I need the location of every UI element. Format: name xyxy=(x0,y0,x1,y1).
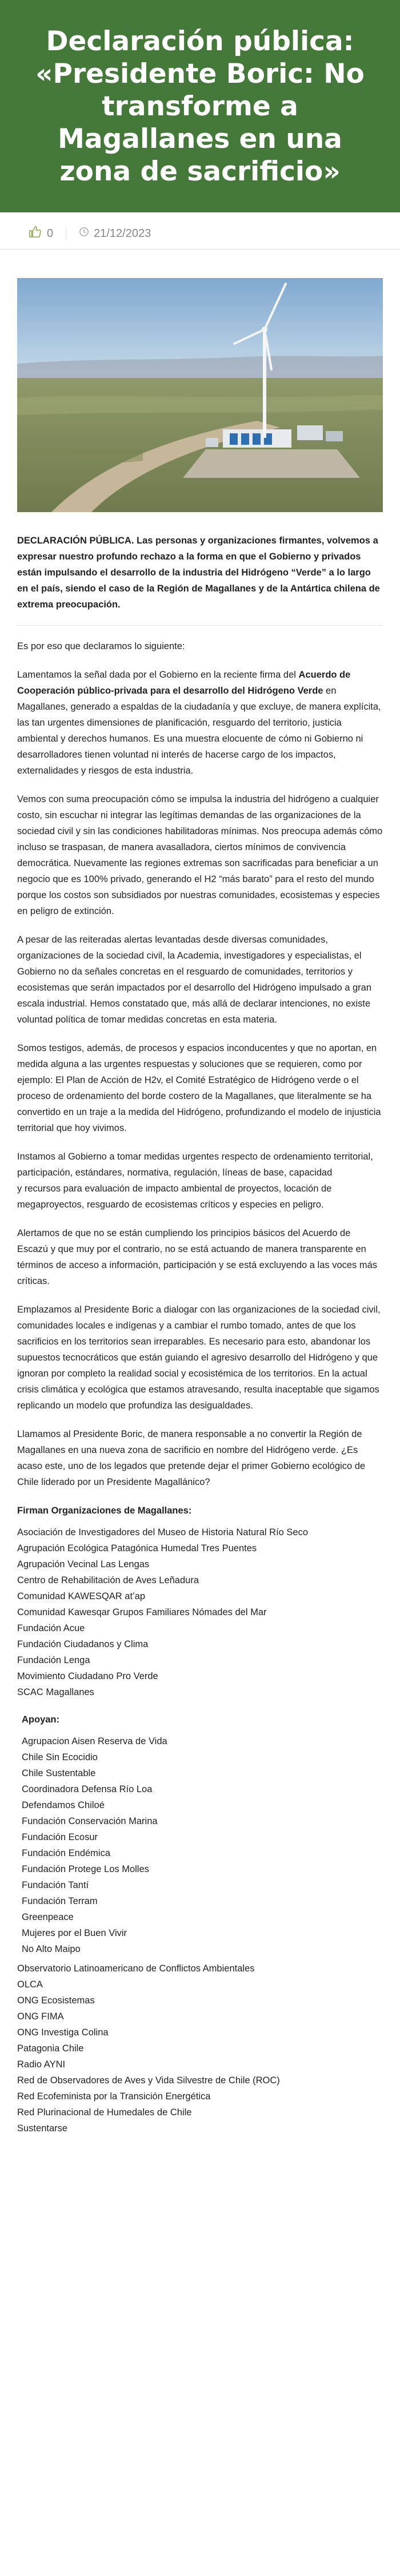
paragraph-2: Vemos con suma preocupación cómo se impulsa la industria del hidrógeno a cualquier costo, sin escuchar ni integrar las legítimas demandas de las organizaciones de la sociedad civil y sin las condiciones habilitadoras mínimas. Nos preocupa además cómo incluso se traspasan, de manera avasalladora, ciertos mínimos de convivencia democrática. Nuevamente las regiones extremas son sacrificadas para beneficiar a un negocio que es 100% privado, generando el H2 “más barato” para el resto del mundo porque los costos son subsidiados por nuestras comunidades, ecosistemas y especies en peligro de extinción. xyxy=(17,794,383,916)
list-item: Sustentarse xyxy=(17,2123,68,2134)
likes-count: 0 xyxy=(47,227,54,240)
list-item: Movimiento Ciudadano Pro Verde xyxy=(17,1671,158,1681)
paragraph-1-end: en Magallanes, generado a espaldas de la ciudadanía y que excluye, de manera explícita, las tan urgentes dimensiones de planificación, resguardo del territorio, justicia ambiental y derechos humanos. Es una muestra elocuente de cómo ni Gobierno ni desarrolladores tienen voluntad ni interés de hacerse cargo de los impactos, externalidades y riesgos de esta industria. xyxy=(17,686,381,776)
date-text: 21/12/2023 xyxy=(94,227,151,240)
clock-icon xyxy=(79,227,89,240)
list-item: Comunidad KAWESQAR at’ap xyxy=(17,1591,146,1601)
list-item: OLCA xyxy=(17,1979,43,1990)
list-item: Fundación Ciudadanos y Clima xyxy=(17,1639,149,1649)
list-item: Fundación Protege Los Molles xyxy=(22,1864,149,1874)
paragraph-5 xyxy=(17,1149,383,1213)
post-meta xyxy=(0,218,400,249)
article-lead: DECLARACIÓN PÚBLICA. Las personas y organizaciones firmantes, volvemos a expresar nuestro profundo rechazo a la forma en que el Gobierno y privados están impulsando el desarrollo de la industria del Hidrógeno “Verde” a lo largo en el país, siendo el caso de la Región de Magallanes y de la Antártica chilena de extrema preocupación. xyxy=(17,536,380,610)
list-item: ONG Ecosistemas xyxy=(17,1995,95,2006)
list-item: Fundación Acue xyxy=(17,1623,85,1633)
list-item: Fundación Conservación Marina xyxy=(22,1816,158,1826)
list-item: Coordinadora Defensa Río Loa xyxy=(22,1784,153,1794)
paragraph-8: Llamamos al Presidente Boric, de manera responsable a no convertir la Región de Magallanes en una nueva zona de sacrificio en nombre del Hidrógeno verde. ¿Es acaso este, uno de los legados que pretende dejar el primer Gobierno ecológico de Chile liderado por un Presidente Magallánico? xyxy=(17,1429,366,1487)
other-organizations-list xyxy=(17,1961,383,2136)
lead-divider xyxy=(17,625,383,626)
paragraph-7: Emplazamos al Presidente Boric a dialogar con las organizaciones de la sociedad civil, comunidades locales e indígenas y a cambiar el rumbo tomado, antes de que los sacrificios en los territorios sean irreparables. Es necesario para esto, abandonar los supuestos tecnocráticos que están guiando el agresivo desarrollo del Hidrógeno y que ignoran por completo la realidad social y ecosistémica de los territorios. En la actual crisis climática y ecológica que estamos atravesando, resulta inaceptable que sigamos replicando un modelo que profundiza las desigualdades. xyxy=(17,1305,381,1411)
paragraph-1 xyxy=(17,667,383,779)
like-button[interactable] xyxy=(29,226,53,242)
signatories-title: Firman Organizaciones de Magallanes: xyxy=(17,1506,192,1516)
list-item: SCAC Magallanes xyxy=(17,1687,94,1697)
paragraph-6: Alertamos de que no se están cumpliendo los principios básicos del Acuerdo de Escazú y que muy por el contrario, no se está actuando de manera transparente en términos de acceso a información, participación y se está excluyendo a las voces más críticas. xyxy=(17,1228,378,1286)
paragraph-5-start: Instamos al Gobierno a tomar medidas urgentes respecto de ordenamiento territorial, participación, estándares, normativa, regulación, líneas de base, capacidad xyxy=(17,1152,373,1178)
paragraph-1-start: Lamentamos la señal dada por el Gobierno en la reciente firma del xyxy=(17,670,299,680)
featured-image xyxy=(17,278,383,512)
list-item: Observatorio Latinoamericano de Conflictos Ambientales xyxy=(17,1963,255,1974)
list-item: ONG FIMA xyxy=(17,2011,64,2022)
paragraph-4: Somos testigos, además, de procesos y espacios inconducentes y que no aportan, en medida alguna a las urgentes respuestas y soluciones que se requieren, como por ejemplo: El Plan de Acción de H2v, el Comité Estratégico de Hidrógeno verde o el proceso de ordenamiento del borde costero de la Magallanes, que literalmente se ha convertido en un traje a la medida del Hidrógeno, profundizando el modelo de injusticia territorial que hoy vivimos. xyxy=(17,1043,381,1133)
list-item: Red de Observadores de Aves y Vida Silvestre de Chile (ROC) xyxy=(17,2075,280,2086)
list-item: Comunidad Kawesqar Grupos Familiares Nómades del Mar xyxy=(17,1607,267,1617)
list-item: Agrupación Ecológica Patagónica Humedal Tres Puentes xyxy=(17,1543,257,1553)
list-item: Agrupacion Aisen Reserva de Vida xyxy=(22,1736,167,1746)
list-item: Fundación Tantí xyxy=(22,1880,89,1890)
magallanes-signatories-list xyxy=(17,1524,383,1700)
list-item: Centro de Rehabilitación de Aves Leñadura xyxy=(17,1575,199,1585)
agreement-name: Acuerdo de Cooperación público-privada para el desarrollo del Hidrógeno Verde xyxy=(17,670,351,696)
list-item: Greenpeace xyxy=(22,1912,74,1922)
thumbs-up-icon xyxy=(29,226,41,242)
list-item: No Alto Maipo xyxy=(22,1944,81,1954)
support-list xyxy=(17,1733,383,1957)
list-item: Fundación Endémica xyxy=(22,1848,111,1858)
page-title: Declaración pública: «Presidente Boric: No transforme a Magallanes en una zona de sacrificio» xyxy=(35,25,365,187)
list-item: Defendamos Chiloé xyxy=(22,1800,105,1810)
list-item: Chile Sin Ecocidio xyxy=(22,1752,98,1762)
support-title: Apoyan: xyxy=(22,1714,59,1725)
list-item: Red Plurinacional de Humedales de Chile xyxy=(17,2107,192,2118)
list-item: Asociación de Investigadores del Museo de Historia Natural Río Seco xyxy=(17,1527,309,1537)
list-item: Red Ecofeminista por la Transición Energética xyxy=(17,2091,211,2102)
list-item: Patagonia Chile xyxy=(17,2043,84,2054)
list-item: Fundación Lenga xyxy=(17,1655,90,1665)
article-body xyxy=(0,512,400,2136)
list-item: Fundación Terram xyxy=(22,1896,98,1906)
list-item: Agrupación Vecinal Las Lengas xyxy=(17,1559,150,1569)
hero-banner xyxy=(0,0,400,212)
paragraph-3: A pesar de las reiteradas alertas levantadas desde diversas comunidades, organizaciones de la sociedad civil, la Academia, investigadores y especialistas, el Gobierno no da señales concretas en el resguardo de comunidades, territorios y ecosistemas que serán impactados por el desarrollo del Hidrógeno impulsado a gran escala industrial. Hemos constatado que, más allá de declarar intenciones, no existe voluntad política de tomar medidas concretas en esta materia. xyxy=(17,935,372,1025)
post-date xyxy=(79,227,151,240)
paragraph-5-end: y recursos para evaluación de impacto ambiental de proyectos, locación de megaproyectos, resguardo de ecosistemas críticos y especies en peligro. xyxy=(17,1184,332,1210)
list-item: Fundación Ecosur xyxy=(22,1832,98,1842)
list-item: ONG Investiga Colina xyxy=(17,2027,109,2038)
list-item: Radio AYNI xyxy=(17,2059,66,2070)
list-item: Chile Sustentable xyxy=(22,1768,96,1778)
article-intro: Es por eso que declaramos lo siguiente: xyxy=(17,641,185,651)
featured-image-container xyxy=(0,249,400,512)
list-item: Mujeres por el Buen Vivir xyxy=(22,1928,127,1938)
